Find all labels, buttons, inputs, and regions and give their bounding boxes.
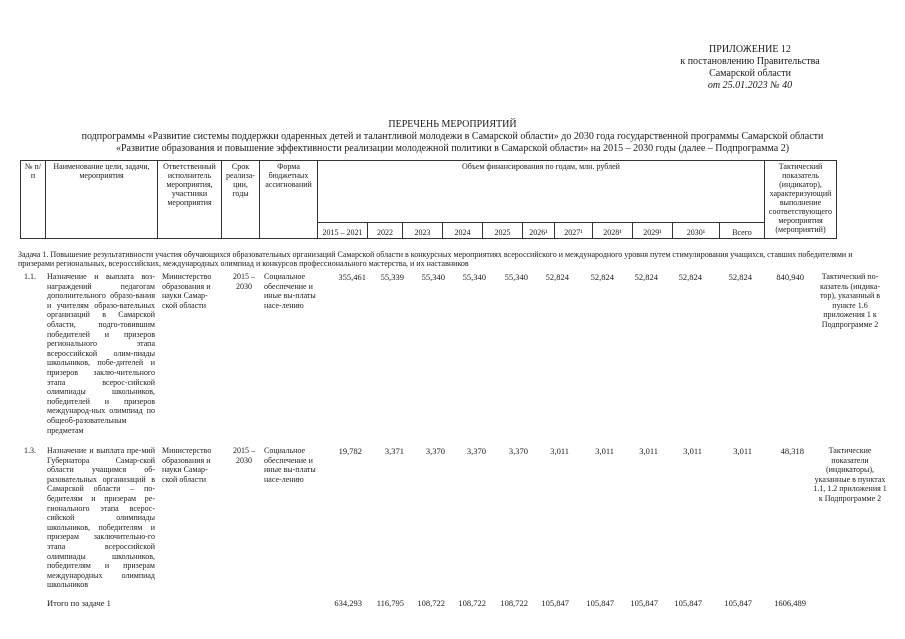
total-value: 108,722 (458, 598, 486, 608)
total-value: 116,795 (376, 598, 404, 608)
row-value: 3,011 (550, 446, 569, 456)
total-value: 634,293 (334, 598, 362, 608)
appendix-title: ПРИЛОЖЕНИЕ 12 (709, 44, 791, 55)
total-value: 108,722 (500, 598, 528, 608)
row-value: 3,371 (384, 446, 404, 456)
total-value: 105,847 (630, 598, 658, 608)
header-funding: Объем финансирования по годам, млн. рублей (318, 161, 765, 223)
row-num: 1.3. (24, 446, 36, 455)
row-value: 3,370 (466, 446, 486, 456)
row-form: Социальное обеспечение и иные вы-платы насе-лению (264, 272, 316, 310)
row-value: 48,318 (780, 446, 804, 456)
row-value: 3,370 (508, 446, 528, 456)
row-value: 55,340 (462, 272, 486, 282)
row-value: 3,011 (683, 446, 702, 456)
appendix-date-number: от 25.01.2023 № 40 (707, 80, 793, 91)
header-year: 2028¹ (593, 223, 633, 239)
row-value: 55,340 (504, 272, 528, 282)
row-value: 3,011 (595, 446, 614, 456)
header-year: 2025 (483, 223, 523, 239)
total-value: 105,847 (724, 598, 752, 608)
row-term: 2015 – 2030 (233, 446, 255, 465)
title-subprogram: подпрограммы «Развитие системы поддержки одаренных детей и талантливой молодежи в Самарской области» до 2030 года государственной программы Самарской области (81, 131, 824, 142)
header-executor: Ответственный исполнитель мероприятия, участники мероприятия (158, 161, 222, 239)
header-term: Срок реализа-ции, годы (222, 161, 260, 239)
row-indicator: Тактические показатели (индикаторы), указанные в пунктах 1.1, 1.2 приложения 1 к Подпрограмме 2 (813, 446, 887, 503)
row-value: 355,461 (338, 272, 366, 282)
total-value: 105,847 (586, 598, 614, 608)
header-table (20, 160, 837, 239)
row-value: 52,824 (678, 272, 702, 282)
row-value: 55,340 (421, 272, 445, 282)
row-executor: Министерство образования и науки Самар-ской области (162, 272, 212, 310)
total-value: 105,847 (541, 598, 569, 608)
row-value: 3,370 (425, 446, 445, 456)
header-year: 2015 – 2021 (318, 223, 368, 239)
row-executor: Министерство образования и науки Самар-ской области (162, 446, 212, 484)
row-value: 3,011 (639, 446, 658, 456)
total-label: Итого по задаче 1 (47, 598, 111, 608)
row-value: 52,824 (728, 272, 752, 282)
header-year: 2023 (403, 223, 443, 239)
row-value: 52,824 (545, 272, 569, 282)
row-value: 3,011 (733, 446, 752, 456)
appendix-region: Самарской области (709, 68, 791, 79)
appendix-resolution: к постановлению Правительства (680, 56, 820, 67)
header-year: 2026¹ (523, 223, 555, 239)
header-year: 2024 (443, 223, 483, 239)
row-form: Социальное обеспечение и иные вы-платы насе-лению (264, 446, 316, 484)
row-value: 55,339 (380, 272, 404, 282)
row-value: 19,782 (338, 446, 362, 456)
header-year: 2030¹ (673, 223, 720, 239)
document-title (0, 119, 905, 155)
header-year: 2022 (368, 223, 403, 239)
header-year: Всего (720, 223, 765, 239)
row-name: Назначение и выплата пре-мий Губернатора Самар-ской области учащимся об-разовательных организаций в Самарской области – по-бедителям и призерам ре-гионального этапа всерос-сийской олимпиады школьников, победителям и призерам заключительно-го этапа всероссийской олимпиады школьников, победителям и призерам международных олимпиад школьников (47, 446, 155, 590)
row-indicator: Тактический по-казатель (индика-тор), указанный в пункте 1.6 приложения 1 к Подпрограмме 2 (819, 272, 881, 329)
task-1-text: Задача 1. Повышение результативности участия обучающихся образовательных организаций Самарской области в конкурсных мероприятиях всероссийского и международного уровня путем стимулирования учащихся, ставших победителями и призерами региональных, всероссийских, международных олимпиад и конкурсов профессионального мастерства, и их наставников (18, 250, 853, 268)
row-term: 2015 – 2030 (233, 272, 255, 291)
header-num: № п/п (21, 161, 46, 239)
row-value: 52,824 (590, 272, 614, 282)
header-year: 2029¹ (633, 223, 673, 239)
header-year: 2027¹ (555, 223, 593, 239)
total-value: 1606,489 (774, 598, 806, 608)
header-indicator: Тактический показатель (индикатор), характеризующий выполнение соответствующего мероприятия (мероприятий) (765, 161, 837, 239)
appendix-block (650, 44, 850, 92)
row-value: 52,824 (634, 272, 658, 282)
row-num: 1.1. (24, 272, 36, 281)
header-form: Форма бюджетных ассигнований (260, 161, 318, 239)
row-value: 840,940 (776, 272, 804, 282)
header-name: Наименование цели, задачи, мероприятия (46, 161, 158, 239)
total-value: 105,847 (674, 598, 702, 608)
total-value: 108,722 (417, 598, 445, 608)
title-main: ПЕРЕЧЕНЬ МЕРОПРИЯТИЙ (388, 119, 517, 130)
row-name: Назначение и выплата воз-награждений педагогам дополнительного образо-вания и учителям образо-вательных организаций в Самарской области, подго-товившим победителей и призеров регионального этапа всероссийской олим-пиады школьников, побе-дителей и призеров заклю-чительного этапа всерос-сийской олимпиады школьников, победителей и призеров международ-ных олимпиад по общеоб-разовательным предметам (47, 272, 155, 435)
title-program: «Развитие образования и повышение эффективности реализации молодежной политики в Самарской области» на 2015 – 2030 годы (далее – Подпрограмма 2) (115, 143, 790, 154)
